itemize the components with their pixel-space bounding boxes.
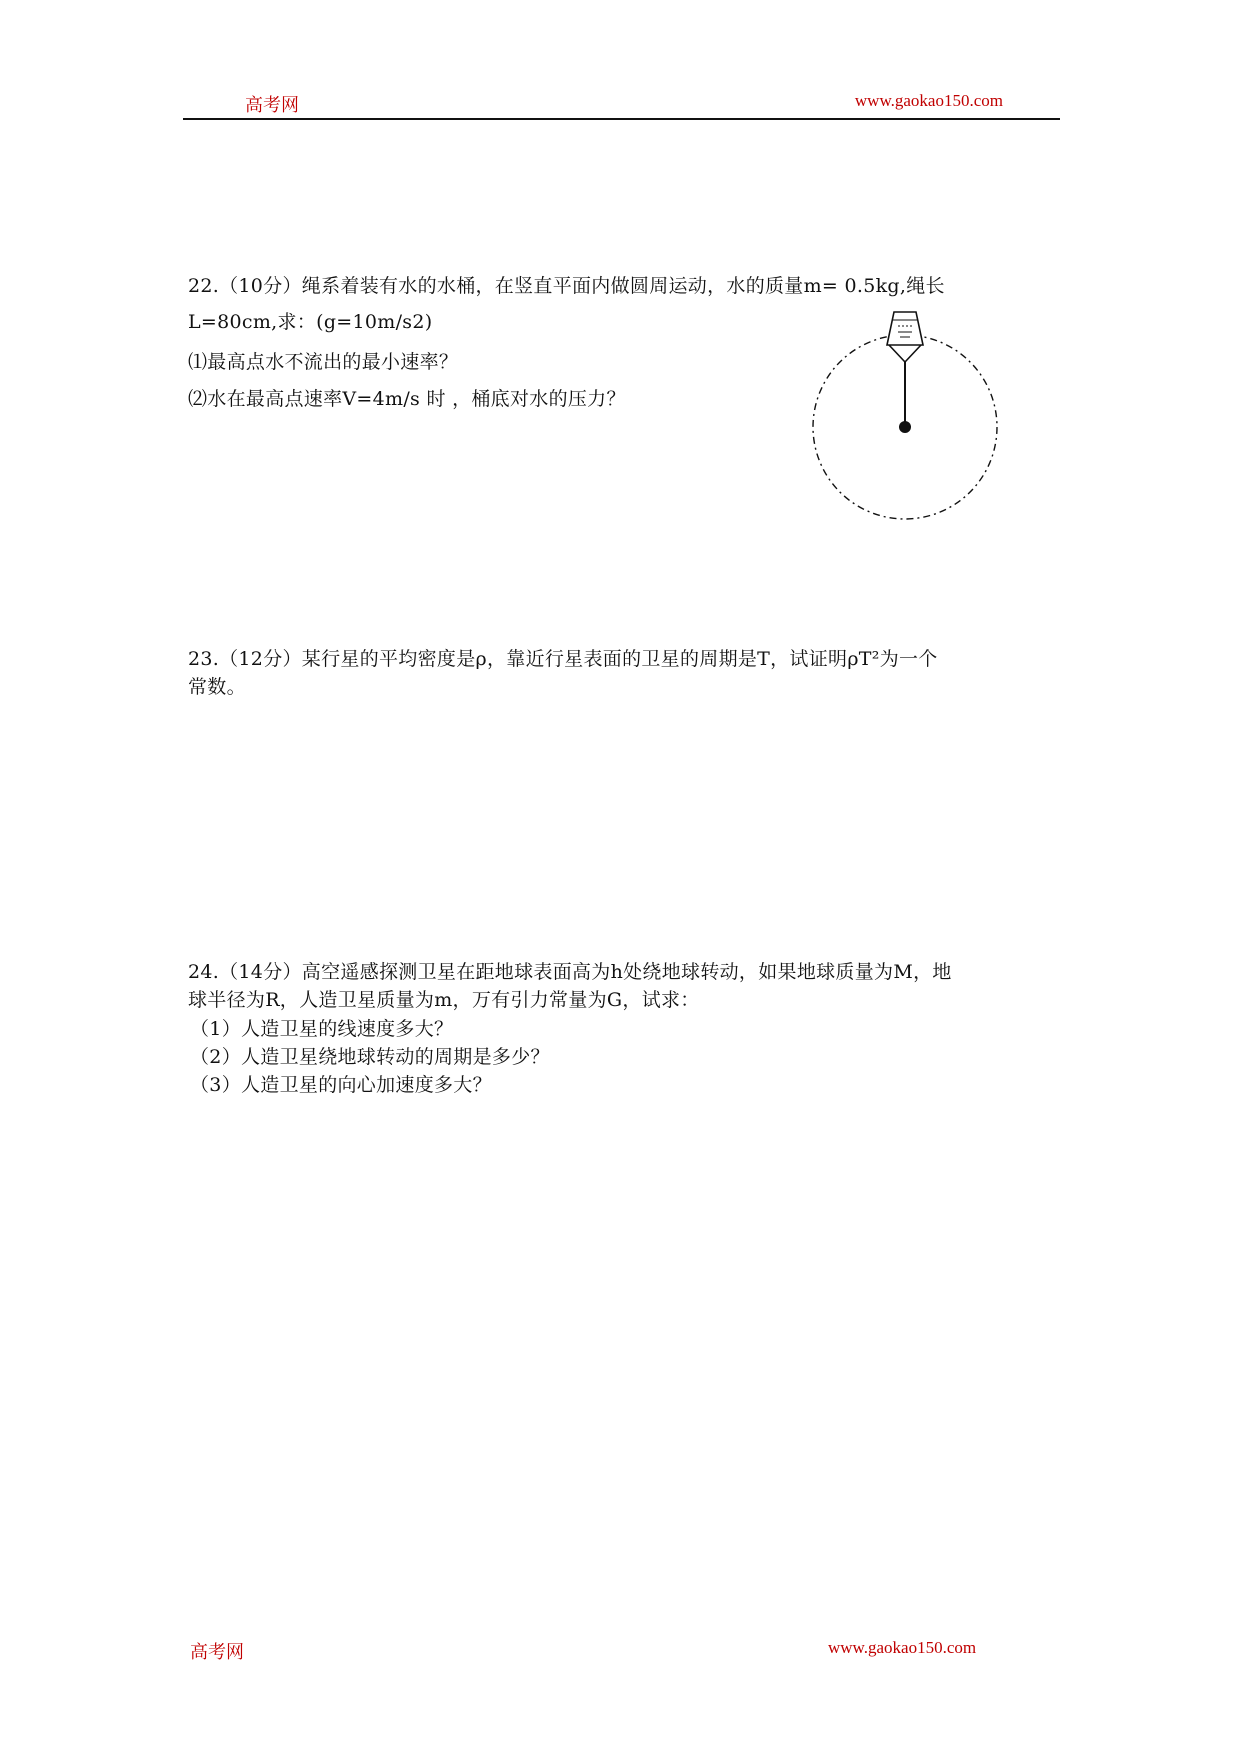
header-site-url[interactable]: www.gaokao150.com (854, 91, 1003, 110)
bucket-handle (889, 345, 921, 362)
q22-line2: L=80cm,求：(g=10m/s2) (188, 311, 433, 333)
header-site-name: 高考网 (245, 95, 299, 116)
q23-line1: 23.（12分）某行星的平均密度是ρ，靠近行星表面的卫星的周期是T，试证明ρT²为一个 (188, 648, 938, 670)
q24-line1: 24.（14分）高空遥感探测卫星在距地球表面高为h处绕地球转动，如果地球质量为M，地 (188, 961, 952, 983)
q24-line2: 球半径为R，人造卫星质量为m，万有引力常量为G，试求： (188, 989, 700, 1011)
q22-sub2: ⑵水在最高点速率V=4m/s 时 ，桶底对水的压力？ (188, 388, 626, 410)
q24-sub2: （2）人造卫星绕地球转动的周期是多少？ (190, 1046, 550, 1068)
footer-site-name: 高考网 (190, 1642, 244, 1663)
pivot-dot (899, 421, 911, 433)
footer-site-url[interactable]: www.gaokao150.com (828, 1638, 977, 1657)
bucket-circle-diagram (800, 300, 1010, 525)
q22-line1: 22.（10分）绳系着装有水的水桶，在竖直平面内做圆周运动，水的质量m= 0.5kg,绳长 (188, 275, 945, 297)
q23-line2: 常数。 (188, 676, 246, 698)
q24-sub3: （3）人造卫星的向心加速度多大？ (190, 1074, 492, 1096)
page-header (183, 88, 1060, 120)
water-bucket (887, 312, 923, 345)
q24-sub1: （1）人造卫星的线速度多大？ (190, 1018, 454, 1040)
q22-sub1: ⑴最高点水不流出的最小速率？ (188, 351, 459, 373)
